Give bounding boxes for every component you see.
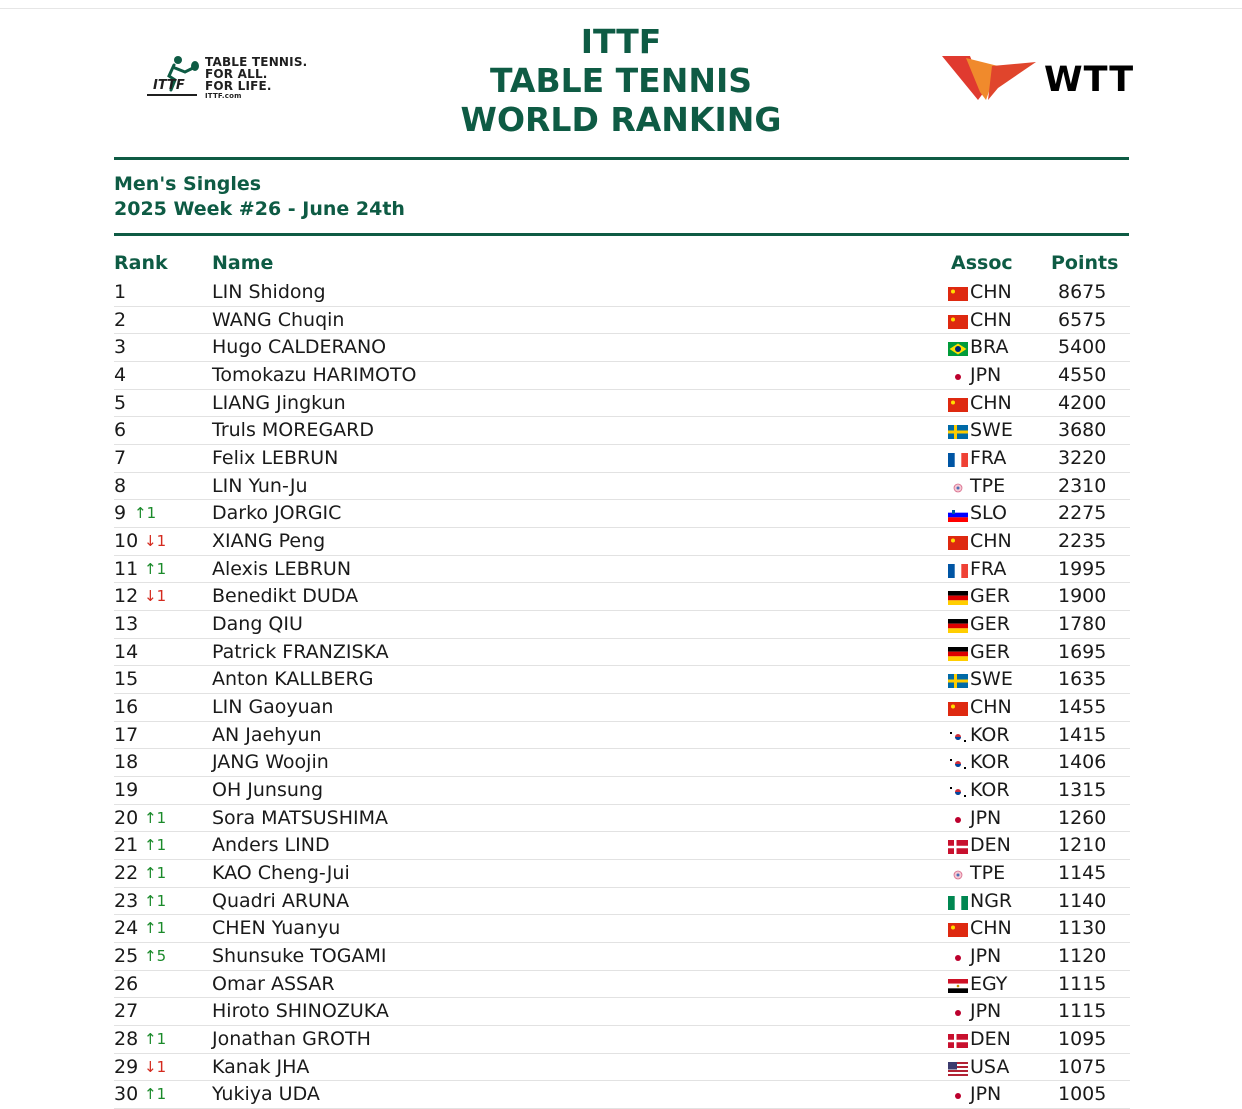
rank-change: ↑1 xyxy=(144,1030,167,1049)
points-value: 1005 xyxy=(1058,1083,1107,1106)
player-name: KAO Cheng-Jui xyxy=(212,862,350,885)
fra-flag-icon xyxy=(948,453,968,467)
assoc-code: KOR xyxy=(970,751,1010,774)
week-label: 2025 Week #26 - June 24th xyxy=(114,198,405,220)
table-row xyxy=(114,722,1130,750)
points-value: 1210 xyxy=(1058,834,1107,857)
assoc-code: FRA xyxy=(970,557,1007,580)
points-value: 1095 xyxy=(1058,1028,1107,1051)
ittf-tagline: TABLE TENNIS. FOR ALL. FOR LIFE. ITTF.com xyxy=(205,55,308,100)
table-row xyxy=(114,805,1130,833)
player-name: Hiroto SHINOZUKA xyxy=(212,1000,389,1023)
points-value: 2235 xyxy=(1058,530,1107,553)
assoc-code: JPN xyxy=(970,806,1002,829)
player-name: Yukiya UDA xyxy=(212,1083,320,1106)
svg-text:ITTF: ITTF xyxy=(153,78,185,93)
assoc-code: TPE xyxy=(970,474,1006,497)
player-name: XIANG Peng xyxy=(212,530,326,553)
rank-cell: 21 xyxy=(114,834,139,857)
tpe-flag-icon xyxy=(948,868,968,882)
player-name: Hugo CALDERANO xyxy=(212,336,387,359)
page-header xyxy=(0,0,1242,160)
points-value: 1260 xyxy=(1058,806,1107,829)
table-row xyxy=(114,777,1130,805)
ranking-subheading xyxy=(114,172,405,222)
rank-cell: 23 xyxy=(114,889,139,912)
egy-flag-icon xyxy=(948,979,968,993)
assoc-code: JPN xyxy=(970,945,1002,968)
fra-flag-icon xyxy=(948,564,968,578)
swe-flag-icon xyxy=(948,425,968,439)
player-name: LIN Yun-Ju xyxy=(212,474,308,497)
assoc-code: JPN xyxy=(970,1000,1002,1023)
table-row xyxy=(114,611,1130,639)
table-row xyxy=(114,639,1130,667)
ittf-player-icon xyxy=(145,54,203,102)
assoc-code: CHN xyxy=(970,917,1012,940)
points-value: 1780 xyxy=(1058,613,1107,636)
player-name: CHEN Yuanyu xyxy=(212,917,341,940)
player-name: Sora MATSUSHIMA xyxy=(212,806,389,829)
rank-cell: 18 xyxy=(114,751,139,774)
player-name: WANG Chuqin xyxy=(212,308,345,331)
points-value: 6575 xyxy=(1058,308,1107,331)
rank-cell: 17 xyxy=(114,723,139,746)
assoc-code: CHN xyxy=(970,530,1012,553)
rank-cell: 5 xyxy=(114,391,127,414)
rank-cell: 29 xyxy=(114,1055,139,1078)
player-name: JANG Woojin xyxy=(212,751,329,774)
wtt-mark-icon xyxy=(940,52,1040,104)
bra-flag-icon xyxy=(948,342,968,356)
rank-cell: 3 xyxy=(114,336,127,359)
player-name: OH Junsung xyxy=(212,779,324,802)
kor-flag-icon xyxy=(948,785,968,799)
tpe-flag-icon xyxy=(948,481,968,495)
chn-flag-icon xyxy=(948,398,968,412)
table-row xyxy=(114,334,1130,362)
table-row xyxy=(114,362,1130,390)
assoc-code: JPN xyxy=(970,364,1002,387)
rank-cell: 10 xyxy=(114,530,139,553)
player-name: Felix LEBRUN xyxy=(212,447,339,470)
table-row xyxy=(114,888,1130,916)
column-header-points: Points xyxy=(1051,252,1119,274)
kor-flag-icon xyxy=(948,730,968,744)
assoc-code: SWE xyxy=(970,419,1013,442)
rank-cell: 9 xyxy=(114,502,127,525)
assoc-code: KOR xyxy=(970,779,1010,802)
table-row xyxy=(114,749,1130,777)
subheading-divider xyxy=(114,233,1129,236)
assoc-code: CHN xyxy=(970,281,1012,303)
rank-cell: 11 xyxy=(114,557,139,580)
rank-cell: 1 xyxy=(114,281,127,303)
rank-cell: 15 xyxy=(114,668,139,691)
column-header-assoc: Assoc xyxy=(951,252,1013,274)
points-value: 5400 xyxy=(1058,336,1107,359)
assoc-code: GER xyxy=(970,640,1010,663)
table-row xyxy=(114,666,1130,694)
column-header-name: Name xyxy=(212,252,274,274)
assoc-code: BRA xyxy=(970,336,1009,359)
table-row xyxy=(114,556,1130,584)
rank-cell: 22 xyxy=(114,862,139,885)
assoc-code: CHN xyxy=(970,696,1012,719)
jpn-flag-icon xyxy=(948,1006,968,1020)
ngr-flag-icon xyxy=(948,896,968,910)
player-name: Alexis LEBRUN xyxy=(212,557,352,580)
assoc-code: NGR xyxy=(970,889,1013,912)
player-name: Dang QIU xyxy=(212,613,303,636)
rank-cell: 12 xyxy=(114,585,139,608)
points-value: 1406 xyxy=(1058,751,1107,774)
rank-cell: 2 xyxy=(114,308,127,331)
table-row xyxy=(114,943,1130,971)
rank-cell: 4 xyxy=(114,364,127,387)
rank-change: ↓1 xyxy=(144,532,167,551)
slo-flag-icon xyxy=(948,508,968,522)
points-value: 2310 xyxy=(1058,474,1107,497)
player-name: Truls MOREGARD xyxy=(212,419,374,442)
rank-change: ↑1 xyxy=(144,891,167,910)
table-row xyxy=(114,445,1130,473)
player-name: Anders LIND xyxy=(212,834,330,857)
points-value: 1315 xyxy=(1058,779,1107,802)
table-row xyxy=(114,417,1130,445)
table-row xyxy=(114,307,1130,335)
player-name: Tomokazu HARIMOTO xyxy=(212,364,417,387)
assoc-code: DEN xyxy=(970,834,1011,857)
points-value: 1115 xyxy=(1058,972,1107,995)
points-value: 1455 xyxy=(1058,696,1107,719)
assoc-code: DEN xyxy=(970,1028,1011,1051)
points-value: 1130 xyxy=(1058,917,1107,940)
swe-flag-icon xyxy=(948,674,968,688)
header-divider xyxy=(114,157,1129,160)
rank-cell: 27 xyxy=(114,1000,139,1023)
event-label: Men's Singles xyxy=(114,173,262,195)
points-value: 4200 xyxy=(1058,391,1107,414)
rank-cell: 13 xyxy=(114,613,139,636)
ger-flag-icon xyxy=(948,591,968,605)
table-row xyxy=(114,583,1130,611)
rank-cell: 16 xyxy=(114,696,139,719)
usa-flag-icon xyxy=(948,1062,968,1076)
assoc-code: KOR xyxy=(970,723,1010,746)
rank-change: ↑5 xyxy=(144,947,167,966)
points-value: 2275 xyxy=(1058,502,1107,525)
player-name: Anton KALLBERG xyxy=(212,668,374,691)
assoc-code: EGY xyxy=(970,972,1008,995)
points-value: 1075 xyxy=(1058,1055,1107,1078)
rank-cell: 19 xyxy=(114,779,139,802)
chn-flag-icon xyxy=(948,702,968,716)
table-row xyxy=(114,832,1130,860)
points-value: 1900 xyxy=(1058,585,1107,608)
player-name: Kanak JHA xyxy=(212,1055,310,1078)
ger-flag-icon xyxy=(948,647,968,661)
table-row xyxy=(114,998,1130,1026)
assoc-code: GER xyxy=(970,613,1010,636)
ranking-table xyxy=(114,279,1130,1109)
points-value: 4550 xyxy=(1058,364,1107,387)
player-name: Shunsuke TOGAMI xyxy=(212,945,387,968)
assoc-code: SLO xyxy=(970,502,1007,525)
wtt-logo: WTT xyxy=(940,52,1140,104)
player-name: Jonathan GROTH xyxy=(212,1028,371,1051)
points-value: 1695 xyxy=(1058,640,1107,663)
rank-change: ↓1 xyxy=(144,1057,167,1076)
jpn-flag-icon xyxy=(948,1089,968,1103)
table-row xyxy=(114,390,1130,418)
player-name: Patrick FRANZISKA xyxy=(212,640,389,663)
ger-flag-icon xyxy=(948,619,968,633)
assoc-code: SWE xyxy=(970,668,1013,691)
table-row xyxy=(114,694,1130,722)
rank-cell: 25 xyxy=(114,945,139,968)
rank-change: ↑1 xyxy=(144,836,167,855)
jpn-flag-icon xyxy=(948,951,968,965)
assoc-code: CHN xyxy=(970,308,1012,331)
kor-flag-icon xyxy=(948,757,968,771)
rank-cell: 7 xyxy=(114,447,127,470)
points-value: 1140 xyxy=(1058,889,1107,912)
rank-change: ↑1 xyxy=(144,808,167,827)
points-value: 1635 xyxy=(1058,668,1107,691)
rank-cell: 28 xyxy=(114,1028,139,1051)
table-row xyxy=(114,1054,1130,1082)
points-value: 1145 xyxy=(1058,862,1107,885)
rank-change: ↑1 xyxy=(144,919,167,938)
rank-cell: 30 xyxy=(114,1083,139,1106)
rank-change: ↑1 xyxy=(144,1085,167,1104)
points-value: 1115 xyxy=(1058,1000,1107,1023)
points-value: 3680 xyxy=(1058,419,1107,442)
table-row xyxy=(114,528,1130,556)
rank-cell: 20 xyxy=(114,806,139,829)
points-value: 8675 xyxy=(1058,281,1107,303)
rank-cell: 24 xyxy=(114,917,139,940)
table-row xyxy=(114,860,1130,888)
points-value: 1415 xyxy=(1058,723,1107,746)
rank-change: ↑1 xyxy=(134,504,157,523)
player-name: AN Jaehyun xyxy=(212,723,322,746)
assoc-code: JPN xyxy=(970,1083,1002,1106)
column-header-rank: Rank xyxy=(114,252,168,274)
table-row xyxy=(114,279,1130,307)
points-value: 1120 xyxy=(1058,945,1107,968)
player-name: LIN Shidong xyxy=(212,281,326,303)
chn-flag-icon xyxy=(948,287,968,301)
assoc-code: FRA xyxy=(970,447,1007,470)
player-name: Omar ASSAR xyxy=(212,972,335,995)
rank-cell: 14 xyxy=(114,640,139,663)
assoc-code: TPE xyxy=(970,862,1006,885)
rank-cell: 6 xyxy=(114,419,127,442)
assoc-code: GER xyxy=(970,585,1010,608)
jpn-flag-icon xyxy=(948,813,968,827)
rank-change: ↓1 xyxy=(144,587,167,606)
player-name: Darko JORGIC xyxy=(212,502,342,525)
page-title: ITTF TABLE TENNIS WORLD RANKING xyxy=(460,22,782,139)
chn-flag-icon xyxy=(948,536,968,550)
assoc-code: CHN xyxy=(970,391,1012,414)
table-row xyxy=(114,971,1130,999)
den-flag-icon xyxy=(948,1034,968,1048)
chn-flag-icon xyxy=(948,315,968,329)
table-row xyxy=(114,473,1130,501)
rank-cell: 8 xyxy=(114,474,127,497)
player-name: Benedikt DUDA xyxy=(212,585,359,608)
table-row xyxy=(114,500,1130,528)
table-row xyxy=(114,915,1130,943)
table-row xyxy=(114,1081,1130,1109)
jpn-flag-icon xyxy=(948,370,968,384)
rank-cell: 26 xyxy=(114,972,139,995)
ittf-logo xyxy=(145,52,315,104)
rank-change: ↑1 xyxy=(144,864,167,883)
rank-change: ↑1 xyxy=(144,559,167,578)
points-value: 3220 xyxy=(1058,447,1107,470)
den-flag-icon xyxy=(948,840,968,854)
points-value: 1995 xyxy=(1058,557,1107,580)
assoc-code: USA xyxy=(970,1055,1010,1078)
table-row xyxy=(114,1026,1130,1054)
player-name: LIN Gaoyuan xyxy=(212,696,334,719)
player-name: Quadri ARUNA xyxy=(212,889,350,912)
chn-flag-icon xyxy=(948,923,968,937)
player-name: LIANG Jingkun xyxy=(212,391,346,414)
